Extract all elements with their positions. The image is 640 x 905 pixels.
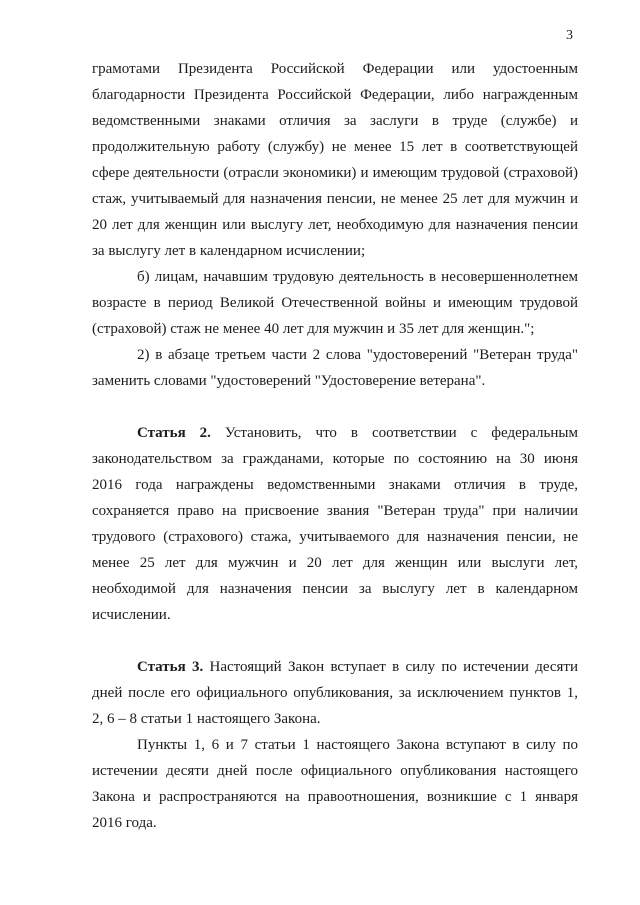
text-line: 2016 года награждены ведомственными знаками отличия в труде, [92, 477, 578, 493]
article-3-label: Статья 3. [137, 659, 204, 675]
text-line: менее 25 лет для мужчин и 20 лет для женщин или выслуги лет, [92, 555, 578, 571]
text-line: 2016 года. [92, 815, 157, 831]
article-3 [92, 654, 578, 732]
paragraph-subitem-b [92, 264, 578, 342]
text-line: необходимой для назначения пенсии за выслугу лет в календарном [92, 581, 578, 597]
text-line: продолжительную работу (службу) не менее 15 лет в соответствующей [92, 139, 578, 155]
text-line: Пункты 1, 6 и 7 статьи 1 настоящего Закона вступают в силу по [137, 737, 578, 753]
text-line: 2, 6 – 8 статьи 1 настоящего Закона. [92, 711, 321, 727]
article-2 [92, 420, 578, 628]
text-line: возрасте в период Великой Отечественной войны и имеющим трудовой [92, 295, 578, 311]
text-line: грамотами Президента Российской Федерации или удостоенным [92, 61, 578, 77]
text-fragment: Установить, что в соответствии с федеральным [224, 425, 578, 441]
text-line: ведомственными знаками отличия за заслуги в труде (службе) и [92, 113, 578, 129]
text-line: стаж, учитываемый для назначения пенсии, не менее 25 лет для мужчин и [92, 191, 578, 207]
text-line: за выслугу лет в календарном исчислении; [92, 243, 366, 259]
text-line: 20 лет для женщин или выслугу лет, необходимую для назначения пенсии [92, 217, 578, 233]
text-line: благодарности Президента Российской Федерации, либо награжденным [92, 87, 578, 103]
paragraph-item-2 [92, 342, 578, 394]
text-line: исчислении. [92, 607, 171, 623]
text-line: истечении десяти дней после официального опубликования настоящего [92, 763, 578, 779]
article-3-paragraph-2 [92, 732, 578, 836]
article-2-label: Статья 2. [137, 425, 211, 441]
text-line: б) лицам, начавшим трудовую деятельность в несовершеннолетнем [137, 269, 578, 285]
article-3-first-line [92, 654, 578, 680]
page-number: 3 [566, 28, 573, 43]
text-line: трудового (страхового) стажа, учитываемого для назначения пенсии, не [92, 529, 578, 545]
text-line: (страховой) стаж не менее 40 лет для мужчин и 35 лет для женщин."; [92, 321, 535, 337]
text-line: сохраняется право на присвоение звания "Ветеран труда" при наличии [92, 503, 578, 519]
text-line: Закона и распространяются на правоотношения, возникшие с 1 января [92, 789, 578, 805]
text-line: законодательством за гражданами, которые по состоянию на 30 июня [92, 451, 578, 467]
text-line: заменить словами "удостоверений "Удостоверение ветерана". [92, 373, 486, 389]
text-line: дней после его официального опубликования, за исключением пунктов 1, [92, 685, 578, 701]
article-2-first-line [92, 420, 578, 446]
text-line: сфере деятельности (отрасли экономики) и имеющим трудовой (страховой) [92, 165, 578, 181]
paragraph-continuation [92, 56, 578, 264]
text-line: 2) в абзаце третьем части 2 слова "удостоверений "Ветеран труда" [137, 347, 578, 363]
text-fragment: Настоящий Закон вступает в силу по истечении десяти [209, 659, 579, 675]
